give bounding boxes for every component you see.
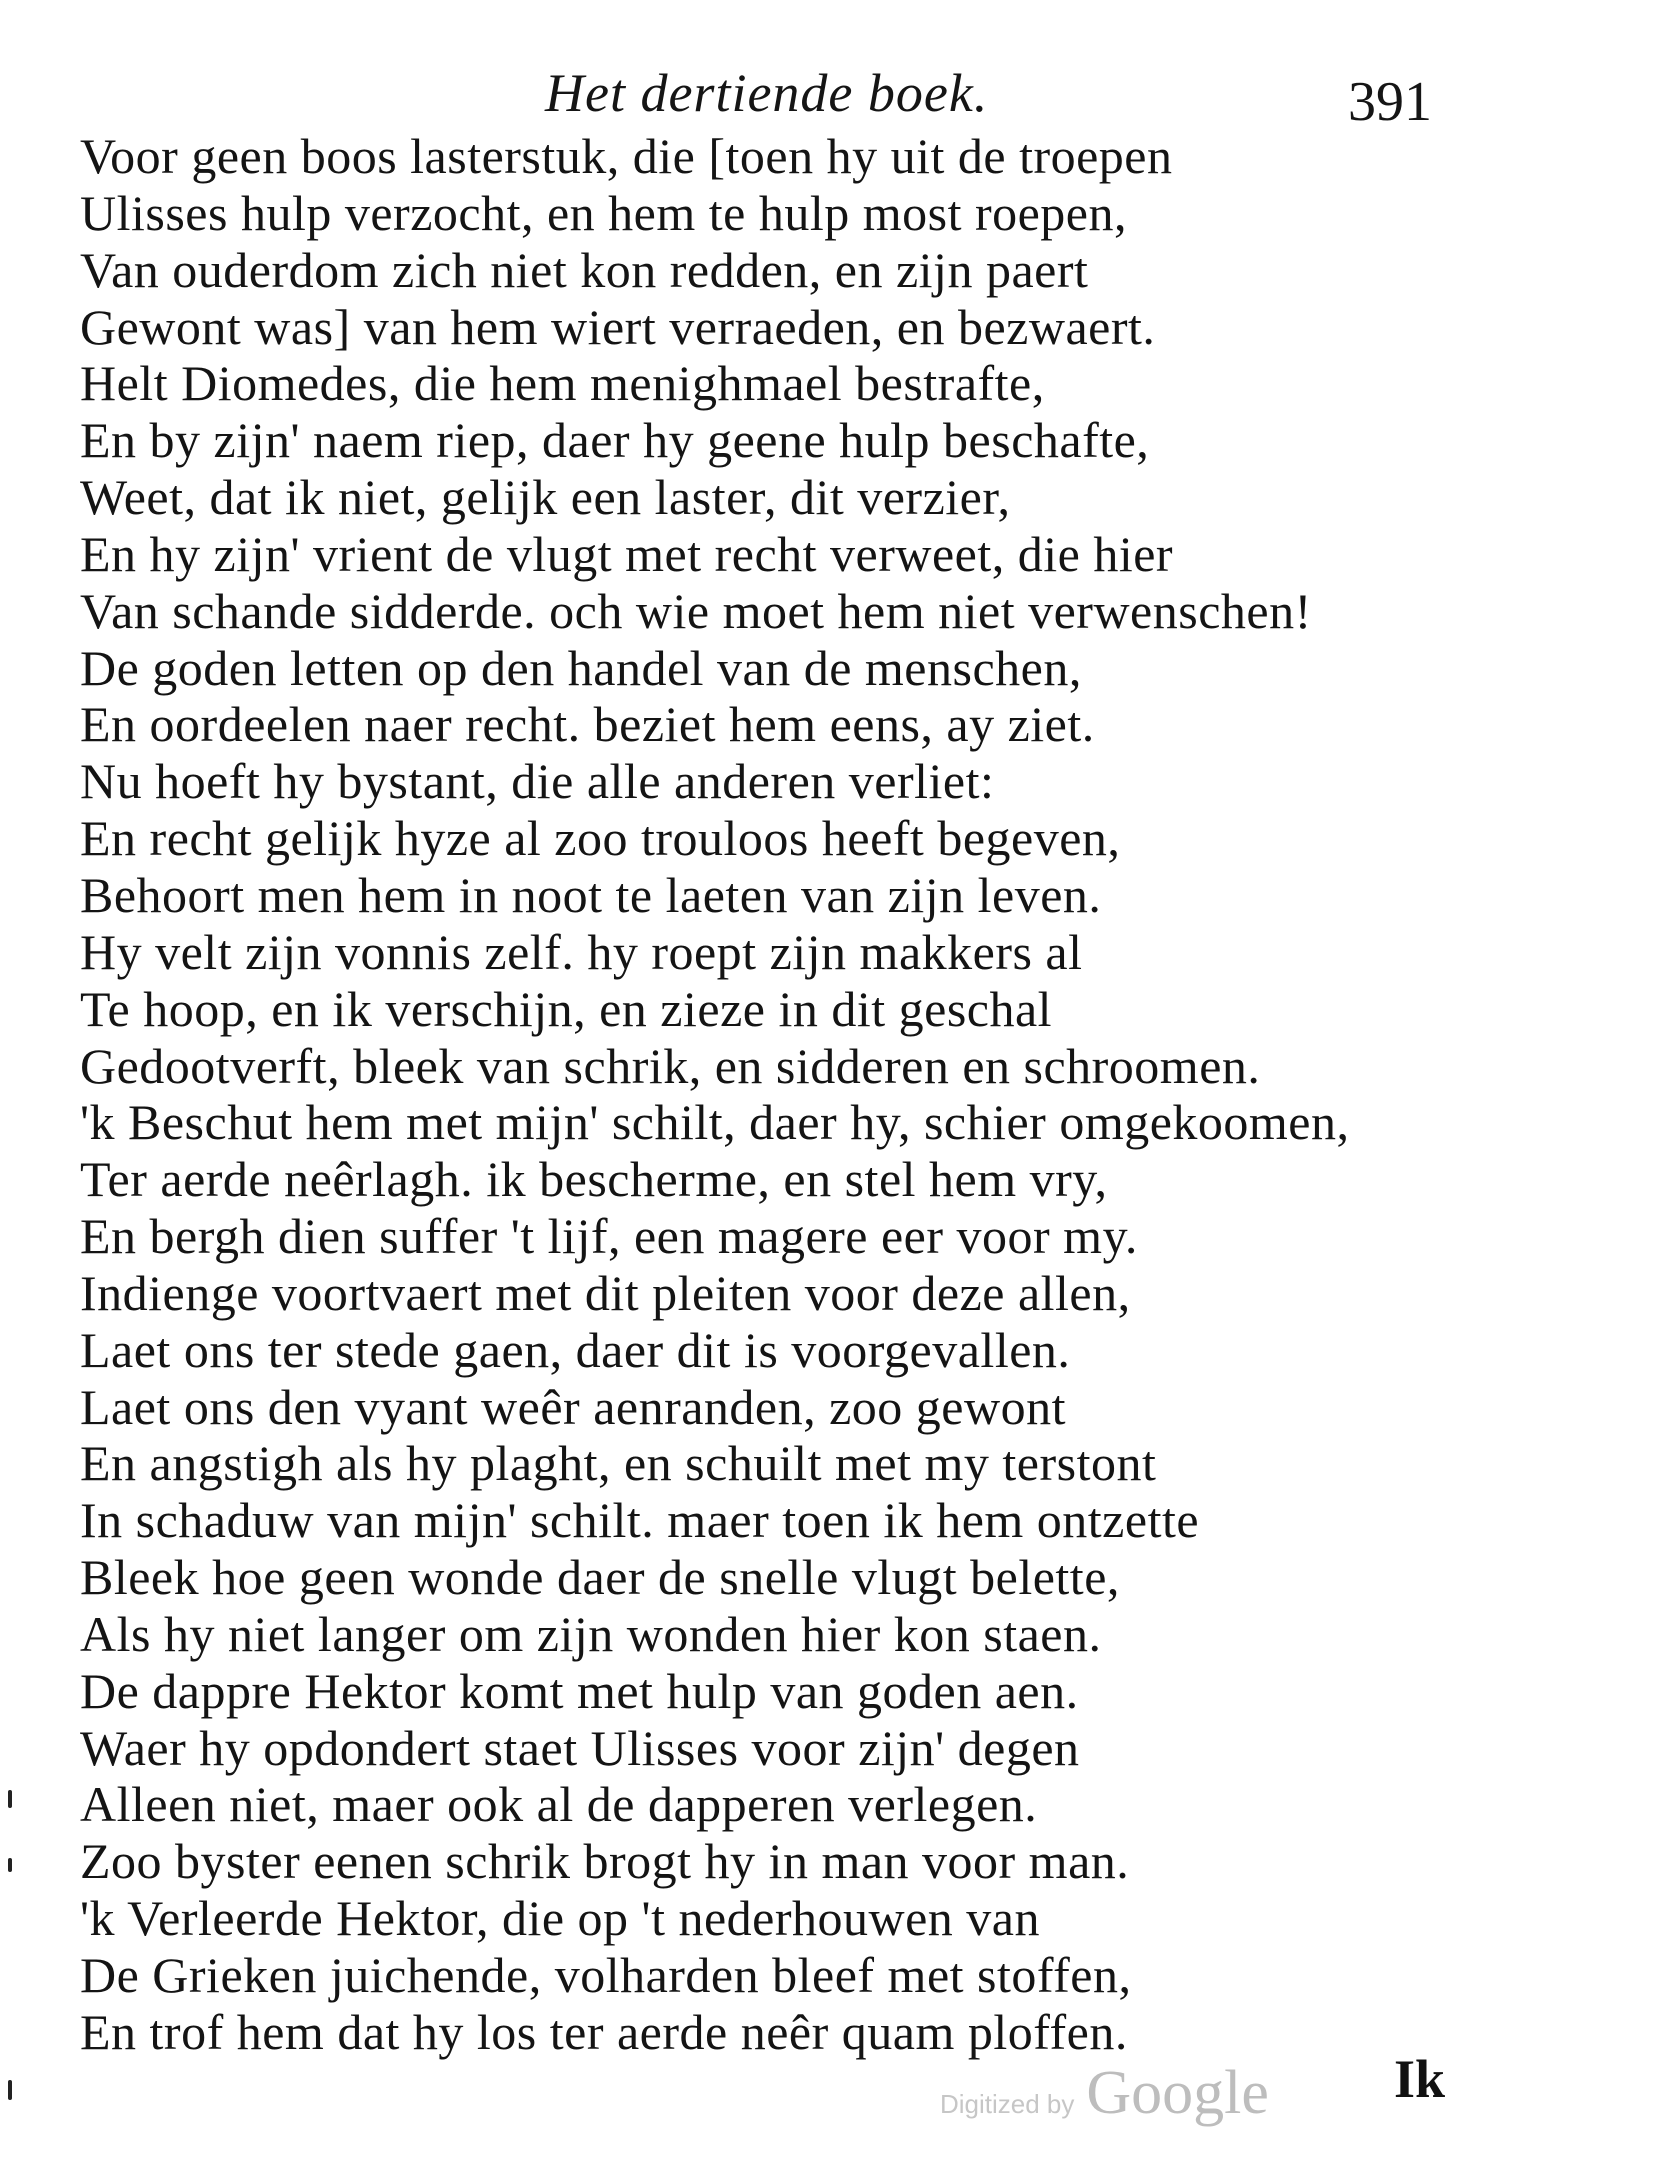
verse-line: Voor geen boos lasterstuk, die [toen hy uit de troepen [80, 128, 1173, 184]
margin-speck [8, 1858, 12, 1872]
verse-line: Gedootverft, bleek van schrik, en sidderen en schroomen. [80, 1037, 1261, 1094]
verse-line: En trof hem dat hy los ter aerde neêr quam ploffen. [80, 2003, 1128, 2060]
verse-line: En oordeelen naer recht. beziet hem eens, ay ziet. [80, 696, 1095, 753]
verse-text [80, 128, 1640, 2061]
verse-line: Zoo byster eenen schrik brogt hy in man voor man. [80, 1833, 1130, 1890]
verse-line: Waer hy opdondert staet Ulisses voor zijn' degen [80, 1719, 1080, 1776]
verse-line: Weet, dat ik niet, gelijk een laster, dit verzier, [80, 469, 1011, 526]
verse-line: En recht gelijk hyze al zoo trouloos heeft begeven, [80, 810, 1121, 867]
page-number: 391 [1348, 71, 1432, 133]
verse-line: En bergh dien suffer 't lijf, een magere eer voor my. [80, 1208, 1138, 1265]
verse-line: Als hy niet langer om zijn wonden hier kon staen. [80, 1605, 1102, 1662]
verse-line: Van ouderdom zich niet kon redden, en zijn paert [80, 241, 1089, 298]
verse-line: Van schande sidderde. och wie moet hem niet verwenschen! [80, 582, 1312, 639]
verse-line: En by zijn' naem riep, daer hy geene hulp beschafte, [80, 412, 1150, 469]
verse-line: 'k Beschut hem met mijn' schilt, daer hy, schier omgekoomen, [80, 1094, 1350, 1151]
verse-line: In schaduw van mijn' schilt. maer toen ik hem ontzette [80, 1492, 1200, 1549]
running-head: Het dertiende boek. [545, 63, 989, 123]
verse-line: Laet ons ter stede gaen, daer dit is voorgevallen. [80, 1321, 1071, 1378]
verse-line: De Grieken juichende, volharden bleef met stoffen, [80, 1947, 1132, 2003]
verse-line: Hy velt zijn vonnis zelf. hy roept zijn makkers al [80, 923, 1083, 980]
verse-line: Bleek hoe geen wonde daer de snelle vlugt belette, [80, 1549, 1120, 1606]
digitized-watermark [940, 2058, 1269, 2129]
verse-line: De dappre Hektor komt met hulp van goden aen. [80, 1662, 1079, 1719]
verse-line: Te hoop, en ik verschijn, en zieze in dit geschal [80, 980, 1053, 1037]
verse-line: Indienge voortvaert met dit pleiten voor deze allen, [80, 1264, 1131, 1321]
verse-line: Nu hoeft hy bystant, die alle anderen verliet: [80, 753, 995, 810]
verse-line: Ulisses hulp verzocht, en hem te hulp most roepen, [80, 184, 1127, 241]
watermark-prefix: Digitized by [940, 2089, 1075, 2119]
verse-line: En hy zijn' vrient de vlugt met recht verweet, die hier [80, 525, 1174, 582]
verse-line: Ter aerde neêrlagh. ik bescherme, en stel hem vry, [80, 1151, 1108, 1208]
verse-line: Alleen niet, maer ook al de dapperen verlegen. [80, 1776, 1038, 1833]
verse-line: En angstigh als hy plaght, en schuilt met my terstont [80, 1435, 1157, 1492]
verse-line: Laet ons den vyant weêr aenranden, zoo gewont [80, 1378, 1067, 1435]
verse-line: Helt Diomedes, die hem menighmael bestrafte, [80, 355, 1045, 412]
verse-line: Gewont was] van hem wiert verraeden, en bezwaert. [80, 298, 1156, 355]
verse-line: Behoort men hem in noot te laeten van zijn leven. [80, 866, 1102, 923]
verse-line: 'k Verleerde Hektor, die op 't nederhouwen van [80, 1890, 1040, 1947]
margin-speck [8, 2080, 12, 2100]
catchword: Ik [1394, 2049, 1446, 2109]
verse-line: De goden letten op den handel van de menschen, [80, 639, 1082, 696]
margin-speck [8, 1790, 12, 1808]
watermark-brand: Google [1086, 2059, 1269, 2127]
